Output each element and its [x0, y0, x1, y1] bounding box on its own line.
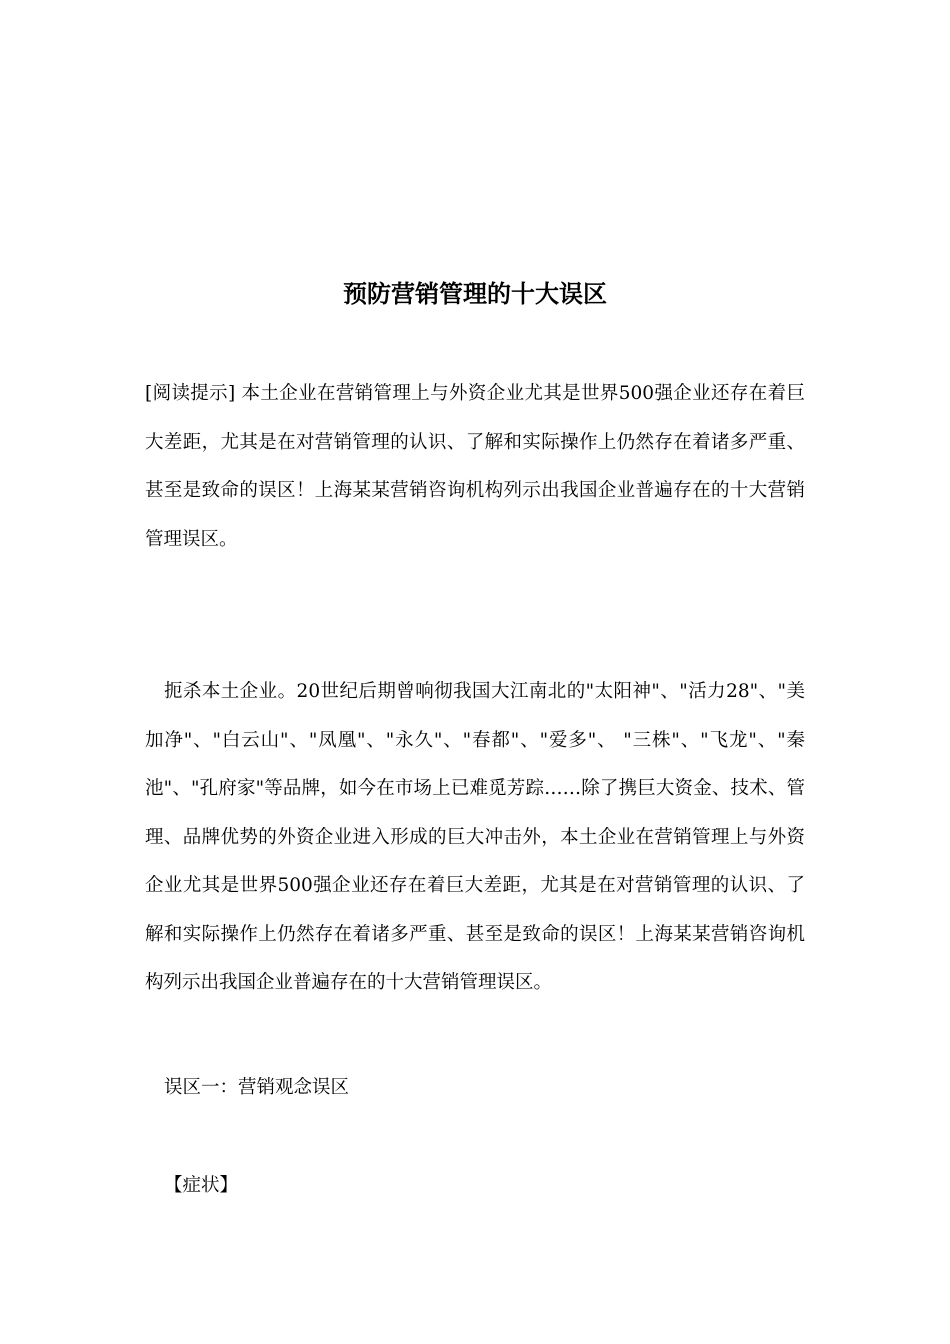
- document-title: 预防营销管理的十大误区: [343, 279, 607, 308]
- section-heading: 误区一：营销观念误区: [164, 1077, 350, 1098]
- body-paragraph: 扼杀本土企业。20世纪后期曾响彻我国大江南北的"太阳神"、"活力28"、"美加净"、"白云山"、"凤凰"、"永久"、"春都"、"爱多"、 "三株"、"飞龙"、"秦池"、"孔府家"等品牌，如今在市场上已难觅芳踪……除了携巨大资金、技术、管理、品牌优势的外资企业进入形成的巨大冲击外，本土企业在营销管理上与外资企业尤其是世界500强企业还存在着巨大差距，尤其是在对营销管理的认识、了解和实际操作上仍然存在着诸多严重、甚至是致命的误区！上海某某营销咨询机构列示出我国企业普遍存在的十大营销管理误区。: [145, 681, 805, 993]
- intro-paragraph: [阅读提示] 本土企业在营销管理上与外资企业尤其是世界500强企业还存在着巨大差距，尤其是在对营销管理的认识、了解和实际操作上仍然存在着诸多严重、甚至是致命的误区！上海某某营销咨询机构列示出我国企业普遍存在的十大营销管理误区。: [145, 383, 805, 550]
- symptom-subheading: 【症状】: [164, 1175, 239, 1196]
